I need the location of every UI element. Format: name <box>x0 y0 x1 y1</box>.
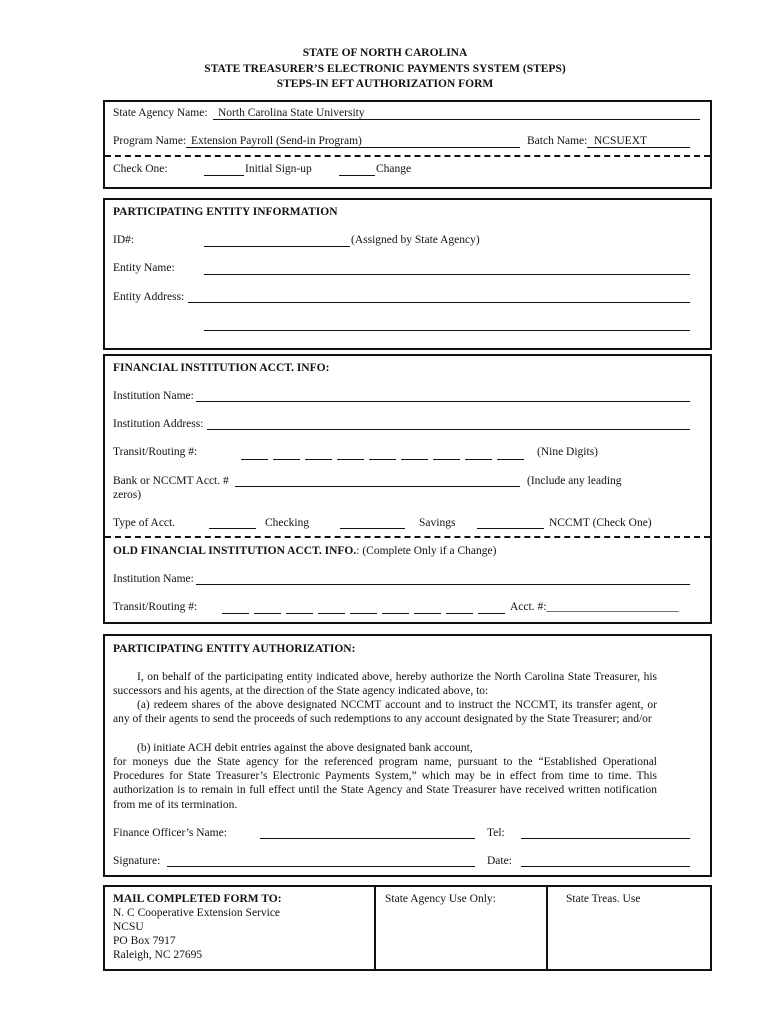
old-institution-name-field[interactable] <box>196 584 690 585</box>
form-title-state: STATE OF NORTH CAROLINA <box>302 47 468 59</box>
nccmt-checkbox[interactable] <box>477 528 544 529</box>
routing-digit-2[interactable] <box>273 459 300 460</box>
old-institution-name-label: Institution Name: <box>113 573 194 585</box>
routing-digit-9[interactable] <box>497 459 524 460</box>
agency-name-value: North Carolina State University <box>218 107 365 119</box>
account-number-label: Bank or NCCMT Acct. # <box>113 475 229 487</box>
signature-label: Signature: <box>113 855 161 867</box>
entity-id-label: ID#: <box>113 234 135 246</box>
form-title-form: STEPS-IN EFT AUTHORIZATION FORM <box>276 78 494 90</box>
routing-note: (Nine Digits) <box>537 446 599 458</box>
old-account-divider <box>105 536 710 538</box>
change-label: Change <box>376 163 412 175</box>
state-treas-use-label: State Treas. Use <box>566 893 641 905</box>
state-agency-use-label: State Agency Use Only: <box>385 893 496 905</box>
savings-label: Savings <box>419 517 456 529</box>
initial-signup-checkbox[interactable] <box>204 175 244 176</box>
old-routing-digit-3[interactable] <box>286 613 313 614</box>
old-account-heading <box>113 544 496 558</box>
batch-name-value: NCSUEXT <box>594 135 648 147</box>
tel-field[interactable] <box>521 838 690 839</box>
checking-checkbox[interactable] <box>209 528 256 529</box>
old-routing-number-field[interactable] <box>222 613 505 614</box>
program-name-label: Program Name: <box>113 135 187 147</box>
routing-label: Transit/Routing #: <box>113 446 198 458</box>
entity-address-field[interactable] <box>188 302 690 303</box>
routing-digit-8[interactable] <box>465 459 492 460</box>
entity-id-field[interactable] <box>204 246 350 247</box>
old-routing-digit-2[interactable] <box>254 613 281 614</box>
mail-address-line-3: PO Box 7917 <box>113 935 176 947</box>
routing-digit-1[interactable] <box>241 459 268 460</box>
finance-officer-label: Finance Officer’s Name: <box>113 827 227 839</box>
entity-id-note: (Assigned by State Agency) <box>351 234 480 246</box>
institution-address-field[interactable] <box>207 429 690 430</box>
routing-digit-3[interactable] <box>305 459 332 460</box>
finance-officer-field[interactable] <box>260 838 475 839</box>
routing-digit-5[interactable] <box>369 459 396 460</box>
date-label: Date: <box>487 855 512 867</box>
old-routing-digit-9[interactable] <box>478 613 505 614</box>
date-field[interactable] <box>521 866 690 867</box>
authorization-intro: I, on behalf of the participating entity indicated above, hereby authorize the North Carolina State Treasurer, his successors and his agents, at the direction of the State agency indicated above, to: <box>113 671 657 698</box>
old-routing-digit-1[interactable] <box>222 613 249 614</box>
routing-digit-6[interactable] <box>401 459 428 460</box>
section-divider <box>105 155 710 157</box>
mail-divider-2 <box>546 885 548 971</box>
check-one-label: Check One: <box>113 163 168 175</box>
authorization-clause-b: (b) initiate ACH debit entries against the above designated bank account, <box>137 742 473 754</box>
account-type-label: Type of Acct. <box>113 517 176 529</box>
mail-divider-1 <box>374 885 376 971</box>
entity-name-field[interactable] <box>204 274 690 275</box>
account-number-note: (Include any leading <box>527 475 622 487</box>
batch-name-label: Batch Name: <box>527 135 588 147</box>
agency-name-label: State Agency Name: <box>113 107 208 119</box>
old-routing-digit-5[interactable] <box>350 613 377 614</box>
financial-heading: FINANCIAL INSTITUTION ACCT. INFO: <box>113 362 330 374</box>
routing-number-field[interactable] <box>241 459 524 460</box>
entity-address-label: Entity Address: <box>113 291 185 303</box>
old-routing-digit-6[interactable] <box>382 613 409 614</box>
institution-name-field[interactable] <box>196 401 690 402</box>
mail-heading: MAIL COMPLETED FORM TO: <box>113 893 282 905</box>
old-account-number-field[interactable]: Acct. #:_______________________ <box>510 601 679 613</box>
form-title-system: STATE TREASURER’S ELECTRONIC PAYMENTS SYSTEM (STEPS) <box>204 63 566 75</box>
change-checkbox[interactable] <box>339 175 375 176</box>
routing-digit-7[interactable] <box>433 459 460 460</box>
old-routing-digit-4[interactable] <box>318 613 345 614</box>
account-number-field[interactable] <box>235 486 520 487</box>
initial-signup-label: Initial Sign-up <box>245 163 312 175</box>
account-number-note-cont: zeros) <box>113 489 142 501</box>
tel-label: Tel: <box>487 827 505 839</box>
routing-digit-4[interactable] <box>337 459 364 460</box>
old-account-heading-note: : (Complete Only if a Change) <box>356 545 497 557</box>
mail-address-line-1: N. C Cooperative Extension Service <box>113 907 281 919</box>
mail-address-line-2: NCSU <box>113 921 144 933</box>
entity-name-label: Entity Name: <box>113 262 175 274</box>
old-account-heading-text: OLD FINANCIAL INSTITUTION ACCT. INFO. <box>113 545 357 557</box>
old-routing-digit-8[interactable] <box>446 613 473 614</box>
checking-label: Checking <box>265 517 310 529</box>
authorization-clause-a: (a) redeem shares of the above designated NCCMT account and to instruct the NCCMT, its transfer agent, or any of their agents to send the proceeds of such redemptions to any account designated by the State Treasurer; and/or <box>113 699 657 726</box>
old-routing-digit-7[interactable] <box>414 613 441 614</box>
institution-name-label: Institution Name: <box>113 390 194 402</box>
institution-address-label: Institution Address: <box>113 418 204 430</box>
entity-address-field-2[interactable] <box>204 330 690 331</box>
program-name-value: Extension Payroll (Send-in Program) <box>191 135 362 147</box>
authorization-heading: PARTICIPATING ENTITY AUTHORIZATION: <box>113 643 356 655</box>
entity-heading: PARTICIPATING ENTITY INFORMATION <box>113 206 338 218</box>
signature-field[interactable] <box>167 866 475 867</box>
authorization-terms: for moneys due the State agency for the referenced program name, pursuant to the “Established Operational Procedures for State Treasurer’s Electronic Payments System,” which may be in effect from time to time. This authorization is to remain in full effect until the State Agency and State Treasurer have received written notification from me of its termination. <box>113 756 657 811</box>
savings-checkbox[interactable] <box>340 528 405 529</box>
nccmt-label: NCCMT (Check One) <box>549 517 652 529</box>
mail-address-line-4: Raleigh, NC 27695 <box>113 949 203 961</box>
old-routing-label: Transit/Routing #: <box>113 601 198 613</box>
